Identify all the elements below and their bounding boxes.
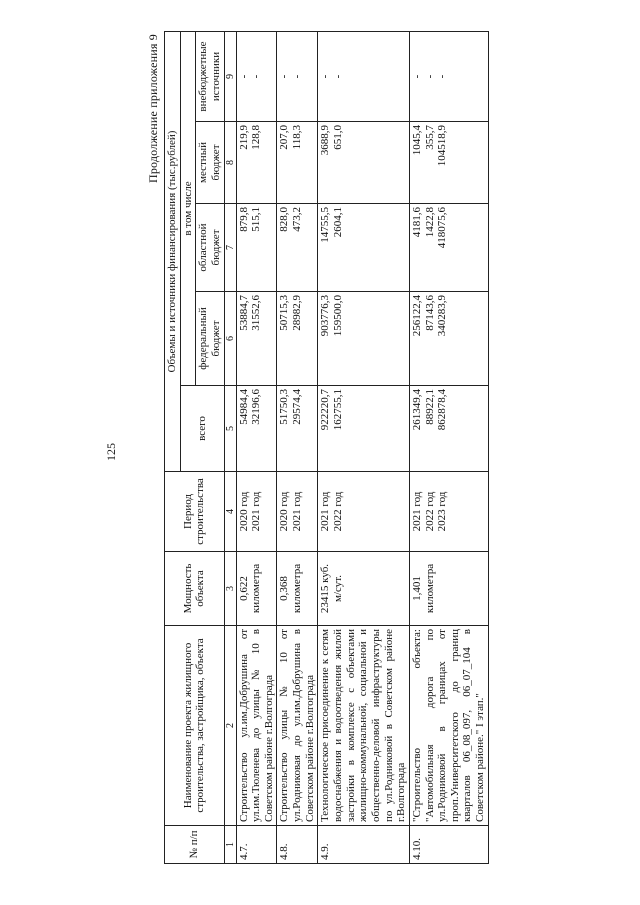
federal-cell bbox=[236, 292, 277, 386]
federal-cell bbox=[277, 292, 318, 386]
local-value: 128,8 bbox=[250, 125, 263, 150]
period-value: 2021 год bbox=[319, 491, 332, 532]
local-cell bbox=[236, 122, 277, 204]
total-cell bbox=[236, 386, 277, 472]
header-period: Период строительства bbox=[165, 472, 225, 552]
header-num: № п/п bbox=[165, 826, 225, 864]
period-value: 2021 год bbox=[250, 491, 263, 532]
capacity-value: 0,368 bbox=[278, 576, 291, 601]
federal-cell bbox=[409, 292, 488, 386]
federal-value: 903776,3 bbox=[319, 295, 332, 337]
total-cell bbox=[409, 386, 488, 472]
header-including: в том числе bbox=[180, 31, 196, 385]
federal-value: 50715,3 bbox=[278, 295, 291, 331]
header-local: местный бюджет bbox=[196, 122, 224, 204]
local-cell bbox=[318, 122, 409, 204]
federal-value: 53884,7 bbox=[237, 295, 250, 331]
column-number: 8 bbox=[224, 122, 236, 204]
header-name: Наименование проекта жилищного строительства, застройщика, объекта bbox=[165, 626, 225, 826]
federal-value: 159500,0 bbox=[332, 295, 345, 337]
local-value: 104518,9 bbox=[436, 125, 449, 167]
total-value: 54984,4 bbox=[237, 389, 250, 425]
rotated-sheet bbox=[40, 22, 600, 882]
local-value: 219,9 bbox=[237, 125, 250, 150]
period-cell bbox=[409, 472, 488, 552]
local-cell bbox=[277, 122, 318, 204]
federal-value: 256122,4 bbox=[410, 295, 423, 337]
period-value: 2020 год bbox=[278, 491, 291, 532]
table-row bbox=[318, 31, 409, 863]
extra-value: - bbox=[250, 74, 263, 79]
period-value: 2022 год bbox=[423, 491, 436, 532]
extra-value: - bbox=[332, 74, 345, 79]
funding-table bbox=[164, 31, 489, 864]
project-name: Технологическое присоединение к сетям водоснабжения и водоотведения жилой застройки в комплексе с объектами жилищно-коммунальной, социальной и общественно-деловой инфраструктуры по ул.Родниковой в Советском районе г.Волгограда bbox=[318, 626, 409, 826]
local-value: 355,7 bbox=[423, 125, 436, 150]
header-extra: внебюджетные источники bbox=[196, 31, 224, 121]
project-name: "Строительство объекта: "Автомобильная дорога по ул.Родниковой в границах от проп.Университетского до границ кварталов 06_08_097, 06_07_104 в Советском районе." I этап." bbox=[409, 626, 488, 826]
table-row bbox=[277, 31, 318, 863]
regional-value: 4181,6 bbox=[410, 207, 423, 238]
total-value: 922220,7 bbox=[319, 389, 332, 431]
header-regional: областной бюджет bbox=[196, 204, 224, 292]
capacity-value: 23415 куб. bbox=[319, 563, 332, 614]
extra-cell bbox=[318, 31, 409, 121]
regional-value: 515,1 bbox=[250, 207, 263, 232]
total-value: 88922,1 bbox=[423, 389, 436, 425]
extra-value: - bbox=[237, 74, 250, 79]
extra-value: - bbox=[319, 74, 332, 79]
extra-value: - bbox=[436, 74, 449, 79]
column-number-row bbox=[224, 31, 236, 863]
extra-value: - bbox=[423, 74, 436, 79]
regional-value: 14755,5 bbox=[319, 207, 332, 243]
local-value: 118,3 bbox=[291, 125, 304, 150]
header-total: всего bbox=[180, 386, 224, 472]
total-value: 29574,4 bbox=[291, 389, 304, 425]
period-value: 2022 год bbox=[332, 491, 345, 532]
table-row bbox=[236, 31, 277, 863]
regional-cell bbox=[409, 204, 488, 292]
regional-cell bbox=[277, 204, 318, 292]
regional-cell bbox=[236, 204, 277, 292]
capacity-value: 1,401 bbox=[410, 576, 423, 601]
extra-cell bbox=[236, 31, 277, 121]
column-number: 4 bbox=[224, 472, 236, 552]
capacity-value: 0,622 bbox=[237, 576, 250, 601]
table-row bbox=[409, 31, 488, 863]
federal-cell bbox=[318, 292, 409, 386]
capacity-cell bbox=[277, 552, 318, 626]
page-number: 125 bbox=[104, 443, 118, 461]
header-funding: Объемы и источники финансирования (тыс.рублей) bbox=[165, 31, 181, 471]
federal-value: 340283,9 bbox=[436, 295, 449, 337]
header-capacity: Мощность объекта bbox=[165, 552, 225, 626]
total-value: 32196,6 bbox=[250, 389, 263, 425]
period-cell bbox=[277, 472, 318, 552]
continuation-note: Продолжение приложения 9 bbox=[146, 34, 160, 184]
column-number: 5 bbox=[224, 386, 236, 472]
capacity-cell bbox=[409, 552, 488, 626]
regional-value: 418075,6 bbox=[436, 207, 449, 249]
period-value: 2023 год bbox=[436, 491, 449, 532]
capacity-cell bbox=[236, 552, 277, 626]
local-cell bbox=[409, 122, 488, 204]
extra-value: - bbox=[278, 74, 291, 79]
period-cell bbox=[236, 472, 277, 552]
period-cell bbox=[318, 472, 409, 552]
local-value: 1045,4 bbox=[410, 125, 423, 156]
column-number: 3 bbox=[224, 552, 236, 626]
project-name: Строительство улицы № 10 от ул.Родниковая до ул.им.Добрушина в Советском районе г.Волгограда bbox=[277, 626, 318, 826]
column-number: 9 bbox=[224, 31, 236, 121]
column-number: 1 bbox=[224, 826, 236, 864]
row-number: 4.10. bbox=[409, 826, 488, 864]
column-number: 6 bbox=[224, 292, 236, 386]
total-value: 162755,1 bbox=[332, 389, 345, 431]
extra-value: - bbox=[410, 74, 423, 79]
period-value: 2020 год bbox=[237, 491, 250, 532]
header-federal: федеральный бюджет bbox=[196, 292, 224, 386]
regional-value: 2604,1 bbox=[332, 207, 345, 238]
regional-value: 1422,8 bbox=[423, 207, 436, 238]
total-cell bbox=[277, 386, 318, 472]
row-number: 4.9. bbox=[318, 826, 409, 864]
extra-cell bbox=[277, 31, 318, 121]
regional-value: 473,2 bbox=[291, 207, 304, 232]
row-number: 4.7. bbox=[236, 826, 277, 864]
total-cell bbox=[318, 386, 409, 472]
column-number: 7 bbox=[224, 204, 236, 292]
total-value: 261349,4 bbox=[410, 389, 423, 431]
column-number: 2 bbox=[224, 626, 236, 826]
capacity-unit: километра bbox=[250, 563, 263, 614]
total-value: 51750,3 bbox=[278, 389, 291, 425]
capacity-unit: километра bbox=[291, 563, 304, 614]
total-value: 862878,4 bbox=[436, 389, 449, 431]
capacity-unit: м/сут. bbox=[332, 575, 345, 602]
local-value: 3688,9 bbox=[319, 125, 332, 156]
federal-value: 87143,6 bbox=[423, 295, 436, 331]
extra-value: - bbox=[291, 74, 304, 79]
regional-value: 879,8 bbox=[237, 207, 250, 232]
project-name: Строительство ул.им.Добрушина от ул.им.Тюленева до улицы № 10 в Советском районе г.Волгограда bbox=[236, 626, 277, 826]
regional-cell bbox=[318, 204, 409, 292]
local-value: 207,0 bbox=[278, 125, 291, 150]
extra-cell bbox=[409, 31, 488, 121]
local-value: 651,0 bbox=[332, 125, 345, 150]
row-number: 4.8. bbox=[277, 826, 318, 864]
federal-value: 31552,6 bbox=[250, 295, 263, 331]
capacity-unit: километра bbox=[423, 563, 436, 614]
capacity-cell bbox=[318, 552, 409, 626]
period-value: 2021 год bbox=[410, 491, 423, 532]
federal-value: 28982,9 bbox=[291, 295, 304, 331]
regional-value: 828,0 bbox=[278, 207, 291, 232]
period-value: 2021 год bbox=[291, 491, 304, 532]
